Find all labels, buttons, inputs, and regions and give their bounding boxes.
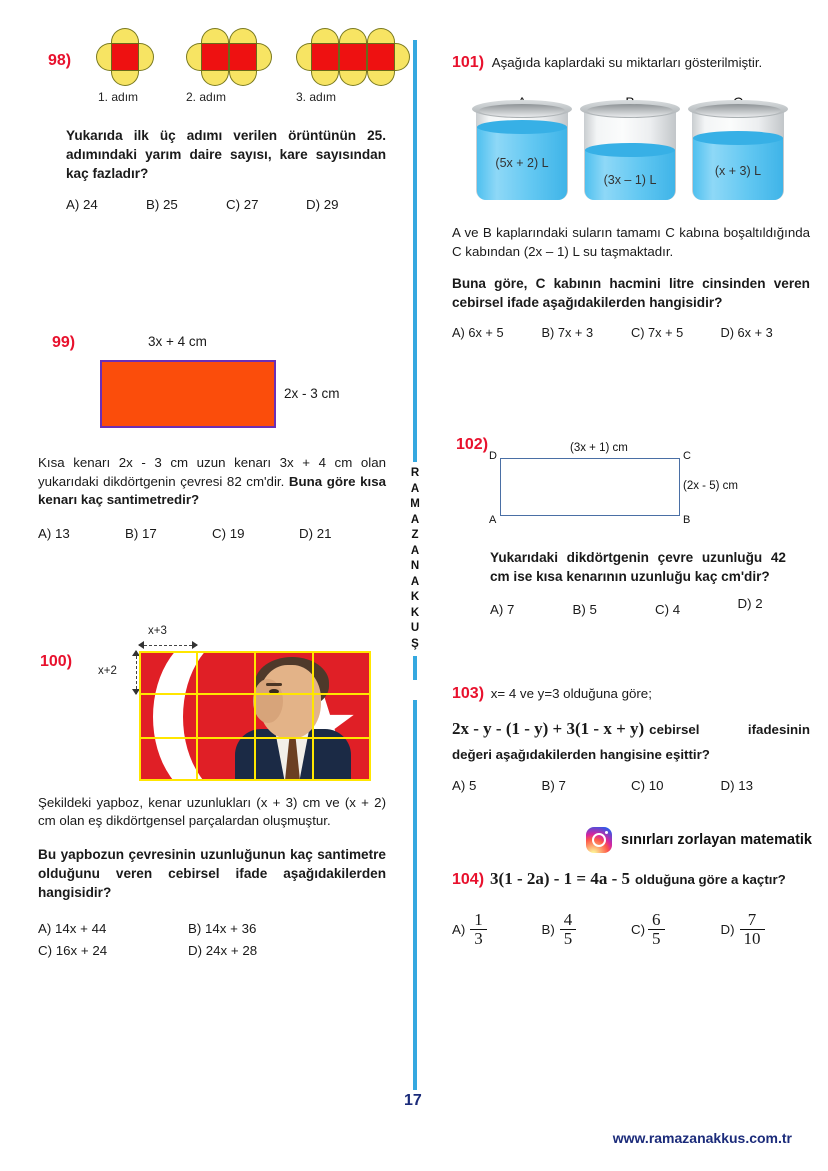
semicircle-top: [111, 28, 139, 43]
option-a[interactable]: A) 24: [66, 197, 98, 212]
vertical-brand-text: [404, 462, 426, 656]
beaker-a-label: (5x + 2) L: [495, 156, 549, 170]
question-104-header: [452, 869, 812, 889]
option-a[interactable]: A) 5: [452, 778, 477, 793]
step-label-2: 2. adım: [186, 90, 227, 104]
semicircle-right: [139, 43, 154, 71]
vertical-brand-letter: A: [410, 575, 420, 588]
pattern-step-3: [296, 28, 410, 86]
vertical-brand-letter: N: [410, 560, 420, 572]
question-101-options: [452, 325, 810, 340]
question-101-figure: [452, 78, 812, 218]
beaker-b-rim-inner: [587, 104, 673, 117]
vertex-d: D: [489, 450, 497, 462]
vertical-brand-letter: U: [410, 622, 420, 634]
option-c[interactable]: [631, 911, 721, 948]
numerator: 1: [474, 910, 483, 929]
beaker-b: [580, 96, 680, 204]
option-c[interactable]: C) 27: [226, 197, 259, 212]
option-d-fraction: [740, 911, 765, 948]
rect-top-label: 3x + 4 cm: [148, 334, 207, 349]
left-column: [38, 28, 396, 962]
instagram-icon[interactable]: [586, 827, 612, 853]
question-99-options: [38, 526, 386, 541]
puzzle-width-label: x+3: [148, 624, 167, 637]
square: [111, 43, 139, 71]
question-103-number: 103): [452, 685, 485, 702]
option-d[interactable]: D) 2: [737, 596, 763, 611]
option-a[interactable]: A) 7: [490, 602, 515, 617]
question-101-stem-bold: Buna göre, C kabının hacmini litre cinsinden veren cebirsel ifade aşağıdakilerden hangisidir?: [452, 276, 810, 310]
option-a-letter: A): [452, 921, 466, 937]
option-b-fraction: [560, 911, 577, 948]
semicircle-bottom: [339, 71, 367, 86]
option-a[interactable]: A) 13: [38, 525, 70, 541]
denominator: 10: [740, 929, 765, 948]
semicircle-bottom: [201, 71, 229, 86]
option-b[interactable]: B) 7x + 3: [541, 325, 594, 340]
option-b[interactable]: B) 7: [541, 778, 566, 793]
beaker-b-label: (3x – 1) L: [603, 173, 657, 187]
vertex-a: A: [489, 514, 497, 526]
semicircle-top: [367, 28, 395, 43]
option-b[interactable]: B) 17: [125, 525, 157, 541]
option-c[interactable]: C) 7x + 5: [631, 325, 684, 340]
option-b[interactable]: B) 5: [572, 602, 597, 617]
step-label-1: 1. adım: [98, 90, 139, 104]
pattern-step-1: [96, 28, 154, 86]
option-c-letter: C): [631, 921, 646, 937]
square: [339, 43, 367, 71]
numerator: 6: [652, 910, 661, 929]
column-divider-bottom: [413, 700, 417, 1090]
question-100-stem-bold: Bu yapbozun çevresinin uzunluğunun kaç santimetre olduğunu veren cebirsel ifade aşağıdakilerden hangisidir?: [38, 846, 386, 900]
semicircle-left: [96, 43, 111, 71]
question-103-header: [452, 685, 812, 703]
beaker-a: [472, 96, 572, 204]
option-c[interactable]: C) 16x + 24: [38, 942, 108, 958]
option-d[interactable]: D) 29: [306, 197, 339, 212]
semicircle-right: [395, 43, 410, 71]
question-100-figure: [38, 624, 396, 794]
option-b[interactable]: B) 25: [146, 197, 178, 212]
question-99-stem-bold: Buna göre kısa kenarı kaç santimetredir?: [38, 473, 386, 507]
question-100: [38, 624, 396, 962]
rectangle-shape: [100, 360, 276, 428]
question-103-options: [452, 778, 810, 793]
option-a[interactable]: A) 14x + 44: [38, 920, 107, 936]
beaker-a-rim-inner: [479, 104, 565, 117]
square: [229, 43, 257, 71]
question-102-figure: [452, 436, 812, 546]
vertical-brand-letter: R: [410, 467, 420, 479]
question-103-expression-tail: ifadesinin: [747, 722, 810, 737]
square: [367, 43, 395, 71]
question-103-stem: değeri aşağıdakilerden hangisine eşittir?: [452, 747, 710, 762]
question-103-expression-row: [452, 719, 810, 739]
semicircle-bottom: [311, 71, 339, 86]
question-99-stem-normal: Kısa kenarı 2x - 3 cm uzun kenarı 3x + 4 cm olan yukarıdaki dikdörtgenin çevresi 82 cm'dir.: [38, 455, 386, 489]
instagram-brand-row: [452, 827, 812, 853]
option-b-letter: B): [541, 921, 555, 937]
option-c-fraction: [648, 911, 665, 948]
question-102-stem: Yukarıdaki dikdörtgenin çevre uzunluğu 42 cm ise kısa kenarının uzunluğu kaç cm'dir?: [490, 550, 786, 584]
vertex-c: C: [683, 450, 691, 462]
question-98-stem: Yukarıda ilk üç adımı verilen örüntünün 25. adımındaki yarım daire sayısı, kare sayısından kaç fazladır?: [66, 128, 386, 181]
question-102: [452, 436, 812, 617]
rect102-top-label: (3x + 1) cm: [570, 442, 628, 454]
question-104-expression-tail: olduğuna göre a kaçtır?: [635, 872, 786, 887]
semicircle-top: [201, 28, 229, 43]
question-103: [452, 685, 812, 793]
question-99-number: 99): [52, 334, 76, 351]
beaker-c: [688, 96, 788, 204]
question-103-intro: x= 4 ve y=3 olduğuna göre;: [490, 686, 652, 701]
question-98-number: 98): [48, 52, 72, 69]
question-102-options: [490, 596, 820, 617]
vertical-brand-letter: A: [410, 482, 420, 495]
question-104-options: [452, 911, 810, 948]
option-d[interactable]: [721, 911, 811, 948]
numerator: 7: [747, 910, 757, 929]
denominator: 5: [648, 929, 665, 948]
option-d[interactable]: D) 13: [720, 778, 754, 793]
question-98-options: [66, 197, 386, 212]
semicircle-bottom: [229, 71, 257, 86]
option-a[interactable]: [452, 911, 542, 948]
vertical-brand-letter: M: [410, 498, 420, 510]
semicircle-bottom: [367, 71, 395, 86]
question-100-options: [38, 918, 338, 962]
square: [201, 43, 229, 71]
question-101-number: 101): [452, 54, 485, 71]
puzzle-image-ataturk-flag: [139, 651, 371, 781]
option-a[interactable]: A) 6x + 5: [452, 325, 504, 340]
question-101-header: [452, 54, 812, 72]
option-b[interactable]: B) 14x + 36: [188, 920, 257, 936]
question-104-number: 104): [452, 871, 485, 888]
semicircle-bottom: [111, 71, 139, 86]
instagram-tagline: sınırları zorlayan matematik: [621, 832, 812, 848]
question-104-expression: 3(1 - 2a) - 1 = 4a - 5: [490, 869, 631, 888]
question-104: [452, 869, 812, 948]
question-98-figure: [96, 28, 396, 90]
question-99-stem: [38, 454, 386, 510]
semicircle-top: [229, 28, 257, 43]
question-98: [38, 28, 396, 212]
question-101: [452, 54, 812, 340]
option-d[interactable]: D) 6x + 3: [720, 325, 773, 340]
denominator: 3: [470, 929, 487, 948]
question-99-figure: [38, 334, 396, 454]
puzzle-height-label: x+2: [98, 664, 117, 677]
question-100-number: 100): [40, 652, 73, 670]
semicircle-left: [186, 43, 201, 71]
option-d[interactable]: D) 21: [299, 525, 332, 541]
vertical-brand-letter: K: [410, 591, 420, 603]
pattern-step-2: [186, 28, 272, 86]
numerator: 4: [563, 910, 573, 929]
vertical-brand-letter: A: [410, 544, 420, 557]
option-d-letter: D): [720, 921, 735, 937]
option-c[interactable]: C) 4: [655, 602, 681, 617]
vertical-brand-letter: Z: [411, 529, 419, 541]
question-103-expression: 2x - y - (1 - y) + 3(1 - x + y): [452, 719, 645, 738]
question-102-number: 102): [456, 436, 489, 453]
rect102-shape: [500, 458, 680, 516]
beaker-c-rim-inner: [695, 104, 781, 117]
option-c[interactable]: C) 10: [631, 778, 664, 793]
page-number: 17: [404, 1092, 422, 1109]
semicircle-top: [339, 28, 367, 43]
option-b[interactable]: [542, 911, 632, 948]
question-101-stem-normal: A ve B kaplarındaki suların tamamı C kabına boşaltıldığında C kabından (2x – 1) L su taşmaktadır.: [452, 225, 810, 259]
semicircle-top: [311, 28, 339, 43]
square: [311, 43, 339, 71]
semicircle-right: [257, 43, 272, 71]
puzzle-outer-border: [139, 651, 371, 781]
vertex-b: B: [683, 514, 691, 526]
step-label-3: 3. adım: [296, 90, 337, 104]
vertical-brand-letter: Ş: [411, 637, 419, 650]
vertical-brand-letter: K: [410, 606, 420, 619]
vertical-brand-letter: A: [410, 513, 420, 526]
rect-right-label: 2x - 3 cm: [284, 386, 340, 401]
option-c[interactable]: C) 19: [212, 525, 245, 541]
question-98-step-labels: [96, 90, 396, 108]
question-101-intro: Aşağıda kaplardaki su miktarları gösterilmiştir.: [491, 55, 763, 70]
beaker-c-label: (x + 3) L: [714, 164, 762, 178]
denominator: 5: [560, 929, 577, 948]
rect102-right-label: (2x - 5) cm: [683, 480, 738, 492]
question-99: [38, 334, 396, 541]
semicircle-left: [296, 43, 311, 71]
website-url: www.ramazanakkus.com.tr: [612, 1130, 792, 1146]
question-103-expression-suffix: cebirsel: [649, 722, 700, 737]
option-a-fraction: [470, 911, 487, 948]
right-column: [452, 54, 812, 948]
option-d[interactable]: D) 24x + 28: [188, 942, 258, 958]
question-100-stem-normal: Şekildeki yapboz, kenar uzunlukları (x + 3) cm ve (x + 2) cm olan eş dikdörtgensel parçalardan oluşmuştur.: [38, 794, 386, 828]
puzzle-width-dimension: [139, 639, 197, 651]
